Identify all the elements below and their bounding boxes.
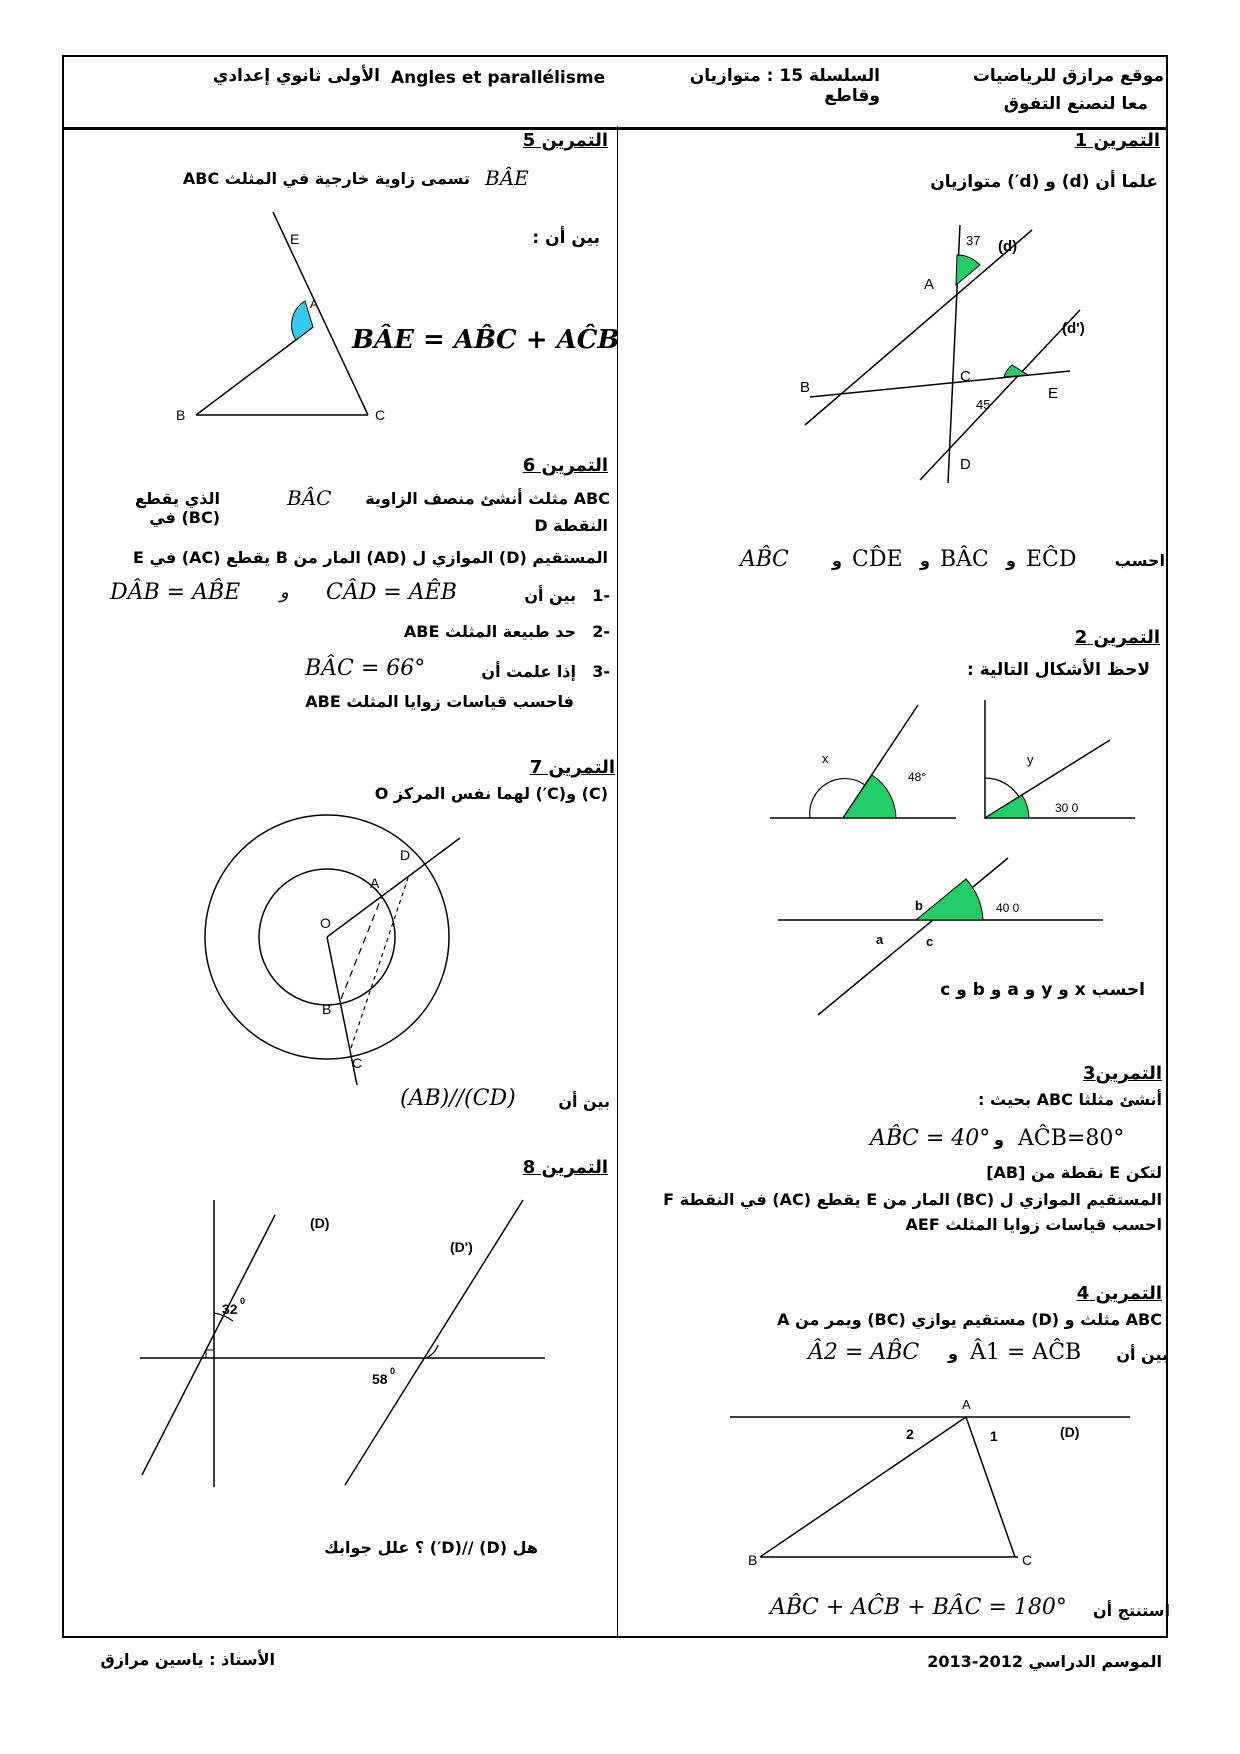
ex2-label-40: 40 0 (996, 901, 1020, 915)
ex1-figure (780, 225, 1110, 485)
ex5-formula: BÂE = AB̂C + AĈB (352, 325, 620, 355)
ex6-line1a: ABC مثلث أنشئ منصف الزاوية (365, 489, 610, 508)
ex7-rel: (AB)//(CD) (400, 1086, 516, 1111)
ex4-label-D: (D) (1060, 1424, 1080, 1440)
ex4-relations: بين أن Â1 = AĈB و Â2 = AB̂C (808, 1340, 1168, 1365)
ex1-angle-abc: AB̂C (740, 547, 789, 572)
ex7-label-D: D (400, 847, 411, 863)
series-title: السلسلة 15 : متوازيان وقاطع (689, 66, 880, 106)
footer-year: الموسم الدراسي 2012-2013 (927, 1652, 1162, 1671)
ex4-show: بين أن (1116, 1345, 1168, 1364)
ex2-statement: لاحظ الأشكال التالية : (966, 660, 1150, 680)
ex5-label-C: C (375, 407, 386, 423)
ex6-q1-text: بين أن (524, 586, 576, 605)
ex8-label-32-deg: 0 (240, 1296, 246, 1306)
ex5-figure (170, 210, 390, 430)
ex2-question: احسب x و y و a و b و c (940, 980, 1145, 1000)
ex6-line1b: الذي يقطع (BC) في (134, 489, 220, 527)
ex1-angle-bac: BÂC (940, 547, 989, 572)
ex6-q3 (305, 656, 610, 690)
ex1-angle-ecd: EĈD (1026, 547, 1077, 572)
site-name: موقع مرازق للرياضيات (972, 66, 1164, 86)
ex8-label-58-deg: 0 (390, 1366, 396, 1376)
footer-teacher: الأستاذ : ياسين مرازق (100, 1650, 275, 1669)
ex5-label-A: A (310, 297, 319, 311)
ex4-label-1: 1 (990, 1428, 998, 1444)
ex2-label-b: b (915, 898, 923, 913)
ex7-label-O: O (320, 915, 331, 931)
ex2-label-30: 30 0 (1055, 801, 1079, 815)
ex5-label-E: E (290, 231, 300, 247)
ex4-deduce (770, 1595, 1170, 1629)
ex6-q2-text: حد طبيعة المثلث ABE (403, 622, 576, 641)
ex6-line1-angle: BÂC (287, 486, 332, 510)
ex4-deduce-text: استنتج أن (1092, 1601, 1170, 1620)
ex5-show: بين أن : (532, 228, 600, 248)
ex2-title: التمرين 2 (1074, 627, 1160, 648)
ex6-q1-rel1: CÂD = AÊB (326, 580, 457, 605)
ex8-label-32: 32 (222, 1301, 238, 1317)
ex3-line1: أنشئ مثلثا ABC بحيث : (978, 1090, 1162, 1109)
ex7-label-C: C (352, 1055, 363, 1071)
ex2-label-x: x (822, 751, 829, 766)
ex3-line4: احسب قياسات زوايا المثلث AEF (905, 1215, 1162, 1234)
ex8-label-D: (D) (310, 1215, 330, 1231)
ex1-label-B: B (800, 379, 811, 396)
ex8-title: التمرين 8 (522, 1157, 608, 1178)
ex4-sum: AB̂C + AĈB + BÂC = 180° (770, 1595, 1067, 1620)
ex8-label-58: 58 (372, 1371, 388, 1387)
ex3-line3: المستقيم الموازي ل (BC) المار من E يقطع (AC) في النقطة F (663, 1190, 1162, 1209)
ex4-title: التمرين 4 (1076, 1283, 1162, 1304)
ex6-q2 (300, 620, 610, 646)
ex4-label-C: C (1022, 1552, 1033, 1568)
ex6-q2-num: -2 (592, 622, 610, 641)
ex3-line2: لتكن E نقطة من [AB] (986, 1163, 1162, 1182)
ex6-line2: المستقيم (D) الموازي ل (AD) المار من B يقطع (AC) في E (133, 548, 608, 567)
ex6-q1-num: -1 (592, 586, 610, 605)
ex7-show: بين أن (558, 1092, 610, 1111)
ex1-label-A: A (924, 276, 935, 293)
ex4-figure (730, 1395, 1130, 1595)
ex8-question: هل (D) //(D′) ؟ علل جوابك (324, 1538, 538, 1557)
ex1-label-C: C (960, 368, 971, 385)
ex7-label-B: B (322, 1001, 332, 1017)
ex3-angles: AĈB=80° و AB̂C = 40° (870, 1126, 1125, 1151)
ex6-q3-text: إذا علمت أن (481, 662, 576, 681)
ex4-label-2: 2 (906, 1426, 914, 1442)
ex7-show-row (400, 1086, 610, 1120)
topic-fr: Angles et parallélisme (391, 68, 606, 88)
ex2-figure-b (985, 700, 1135, 825)
ex7-title: التمرين 7 (529, 757, 615, 778)
ex5-angle: BÂE (485, 166, 529, 190)
ex4-rel1: Â1 = AĈB (970, 1340, 1082, 1365)
ex1-question: احسب EĈD و BÂC و CD̂E و AB̂C (740, 547, 1165, 572)
ex4-line1: ABC مثلث و (D) مستقيم يوازي (BC) ويمر من A (777, 1310, 1162, 1329)
ex4-rel2: Â2 = AB̂C (808, 1340, 920, 1365)
ex1-label-37: 37 (966, 233, 981, 248)
ex2-label-48: 48° (908, 770, 927, 784)
ex8-label-Dp: (D') (450, 1239, 473, 1255)
ex1-title: التمرين 1 (1074, 130, 1160, 151)
ex2-figure-a (770, 705, 960, 825)
ex8-figure (140, 1200, 560, 1510)
ex1-statement: علما أن (d) و (d′) متوازيان (930, 172, 1158, 192)
ex5-line1-row (180, 166, 610, 196)
ex1-label-45: 45 (976, 397, 991, 412)
ex1-label-E: E (1048, 385, 1059, 402)
ex6-q3-rel: BÂC = 66° (305, 656, 426, 681)
ex1-label-d: (d) (998, 238, 1018, 255)
ex6-q1-rel2: DÂB = AB̂E (110, 580, 241, 605)
slogan: معا لنصنع التفوق (1003, 94, 1148, 114)
ex1-question-word: احسب (1114, 551, 1165, 570)
ex3-angle-acb: AĈB=80° (1018, 1126, 1125, 1151)
ex6-q3-line2: فاحسب قياسات زوايا المثلث ABE (305, 692, 574, 711)
ex5-title: التمرين 5 (522, 130, 608, 151)
level: الأولى ثانوي إعدادي (212, 66, 380, 86)
ex5-line1: تسمى زاوية خارجية في المثلث ABC (182, 169, 470, 188)
ex1-label-dp: (d') (1062, 320, 1085, 337)
ex4-label-B: B (748, 1552, 758, 1568)
ex3-title: التمرين3 (1082, 1063, 1162, 1084)
ex5-label-B: B (176, 407, 186, 423)
ex2-label-y: y (1027, 752, 1034, 767)
ex3-angle-abc: AB̂C = 40° (870, 1126, 991, 1151)
ex2-label-a: a (876, 932, 884, 947)
ex1-label-D: D (960, 456, 971, 473)
ex6-q3-num: -3 (592, 662, 610, 681)
ex2-label-c: c (926, 934, 934, 949)
ex1-angle-cde: CD̂E (852, 547, 903, 572)
ex7-label-A: A (370, 875, 380, 891)
ex6-q1: -1 بين أن CÂD = AÊB و DÂB = AB̂E (110, 580, 610, 605)
ex4-label-A: A (962, 1397, 971, 1412)
ex7-figure (220, 810, 480, 1100)
ex6-line1c: النقطة D (534, 516, 608, 535)
ex6-title: التمرين 6 (522, 455, 608, 476)
ex7-line1: (C) و(C′) لهما نفس المركز O (374, 784, 608, 803)
